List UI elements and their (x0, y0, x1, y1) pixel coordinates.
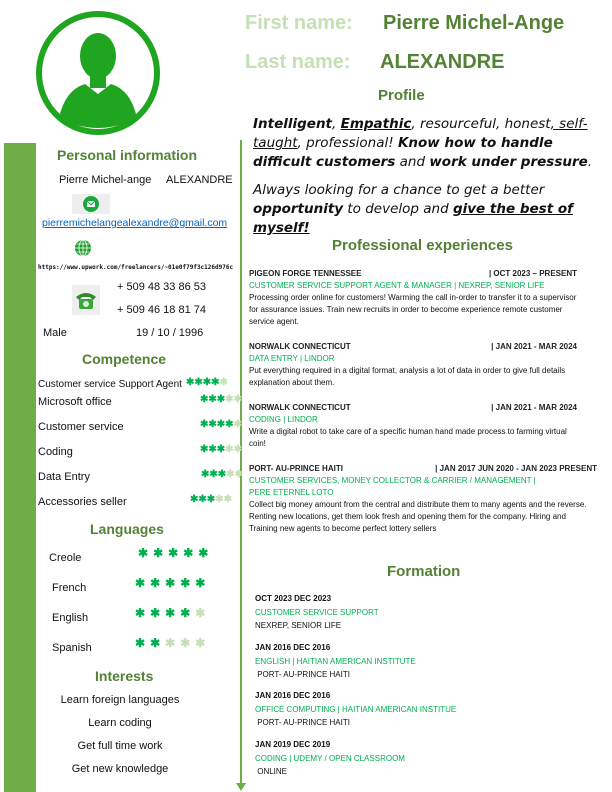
email-icon (72, 194, 110, 214)
star-empty-icon: ✱ (219, 377, 228, 388)
experience-description: Processing order online for customers! Warming the call in-order to transfer it to a supervisor for assurance issues. Train new recruits in order to become experience remote customer service agent. (249, 293, 577, 326)
profile-title: Profile (378, 87, 425, 104)
star-filled-icon: ✱ (180, 606, 196, 620)
experience-date: | JAN 2021 - MAR 2024 (491, 342, 577, 351)
formation-entry (255, 738, 405, 779)
website-link[interactable]: https://www.upwork.com/freelancers/~01e0f79f3c126d976c (38, 264, 234, 271)
profile-text-segment: give the best of myself! (253, 201, 573, 236)
star-empty-icon: ✱ (233, 419, 242, 430)
competence-label: Customer service (38, 421, 124, 433)
divider-arrow-icon (236, 783, 246, 791)
star-empty-icon: ✱ (215, 494, 224, 505)
experience-description: Write a digital robot to take care of a specific human hand made process to farming virtual coin! (249, 427, 567, 448)
experience-role: CODING | LINDOR (249, 415, 318, 424)
experience-location (249, 268, 589, 280)
profile-text-segment: and (395, 154, 430, 170)
star-filled-icon: ✱ (135, 636, 151, 650)
last-name-label: Last name: (245, 51, 351, 73)
phone-2: + 509 46 18 81 74 (117, 304, 206, 316)
experience-location (249, 341, 589, 353)
star-empty-icon: ✱ (225, 444, 234, 455)
interest-item: Get full time work (77, 740, 163, 752)
experience-location (249, 463, 597, 475)
star-filled-icon: ✱ (165, 606, 181, 620)
formation-course: ENGLISH | HAITIAN AMERICAN INSTITUTE (255, 656, 416, 666)
star-empty-icon: ✱ (180, 636, 196, 650)
star-filled-icon: ✱ (216, 444, 226, 455)
star-empty-icon: ✱ (223, 494, 232, 505)
star-filled-icon: ✱ (168, 546, 184, 560)
star-filled-icon: ✱ (180, 576, 196, 590)
experience-date: | JAN 2021 - MAR 2024 (491, 403, 577, 412)
interests-title: Interests (95, 668, 154, 684)
experience-entry (249, 268, 589, 328)
formation-place: PORT- AU-PRINCE HAITI (255, 718, 350, 727)
star-filled-icon: ✱ (208, 394, 217, 405)
star-filled-icon: ✱ (150, 636, 166, 650)
profile-text-segment: to develop and (343, 201, 453, 217)
column-divider (240, 140, 242, 786)
experience-location (249, 402, 589, 414)
formation-course: OFFICE COMPUTING | HAITIAN AMERICAN INSTITUE (255, 704, 457, 714)
competence-label: Accessories seller (38, 496, 127, 508)
language-label: Creole (49, 552, 82, 564)
profile-paragraph-2 (253, 181, 603, 238)
personal-info-title: Personal information (57, 147, 198, 163)
star-empty-icon: ✱ (233, 394, 242, 405)
star-filled-icon: ✱ (217, 469, 227, 480)
formation-date: JAN 2019 DEC 2019 (255, 740, 331, 749)
star-filled-icon: ✱ (208, 444, 217, 455)
profile-text-segment: Always looking for a chance to get a better (253, 182, 545, 198)
globe-icon (74, 239, 92, 262)
experience-location-text: PIGEON FORGE TENNESSEE (249, 269, 362, 278)
user-silhouette-icon (35, 10, 161, 136)
language-label: Spanish (52, 642, 92, 654)
formation-place: NEXREP, SENIOR LIFE (255, 621, 342, 630)
experience-title: Professional experiences (332, 237, 513, 254)
star-filled-icon: ✱ (135, 576, 151, 590)
experience-location-text: NORWALK CONNECTICUT (249, 342, 351, 351)
star-filled-icon: ✱ (200, 394, 209, 405)
profile-text-segment: Empathic (340, 116, 412, 132)
experience-role: DATA ENTRY | LINDOR (249, 354, 335, 363)
email-link[interactable]: pierremichelangealexandre@gmail.com (42, 217, 228, 229)
personal-last-name: ALEXANDRE (166, 174, 233, 186)
formation-entry (255, 689, 456, 730)
formation-entry (255, 641, 416, 682)
star-empty-icon: ✱ (226, 469, 235, 480)
star-filled-icon: ✱ (209, 469, 218, 480)
star-filled-icon: ✱ (190, 494, 199, 505)
star-empty-icon: ✱ (165, 636, 181, 650)
experience-description: Collect big money amount from the central and distribute them to many agents and the reverse. Renting new locations, get them look fresh and opening them for the company. Hiring and Training new agents to become perfect lottery sellers (249, 500, 587, 533)
language-rating-stars (135, 576, 210, 590)
phone-icon (72, 285, 100, 315)
star-filled-icon: ✱ (150, 606, 166, 620)
competence-rating-stars (200, 444, 242, 455)
language-label: English (52, 612, 89, 624)
competence-rating-stars (201, 469, 243, 480)
star-filled-icon: ✱ (211, 377, 220, 388)
profile-text-segment: , (332, 116, 341, 132)
competence-rating-stars (186, 377, 228, 388)
star-filled-icon: ✱ (200, 444, 209, 455)
competence-label: Microsoft office (38, 396, 112, 408)
star-filled-icon: ✱ (165, 576, 181, 590)
language-rating-stars (135, 606, 210, 620)
experience-entry (249, 463, 597, 535)
star-filled-icon: ✱ (198, 546, 214, 560)
competence-rating-stars (200, 419, 242, 430)
first-name-label: First name: (245, 12, 353, 34)
formation-entry (255, 592, 379, 633)
star-filled-icon: ✱ (216, 394, 226, 405)
personal-first-name: Pierre Michel-ange (59, 174, 152, 186)
star-filled-icon: ✱ (153, 546, 169, 560)
star-empty-icon: ✱ (225, 394, 234, 405)
competence-title: Competence (82, 351, 167, 367)
experience-date: | OCT 2023 – PRESENT (488, 269, 577, 278)
first-name: Pierre Michel-Ange (383, 12, 565, 34)
phone-1: + 509 48 33 86 53 (117, 281, 206, 293)
avatar (35, 10, 161, 136)
star-filled-icon: ✱ (183, 546, 199, 560)
star-filled-icon: ✱ (208, 419, 217, 430)
star-filled-icon: ✱ (186, 377, 195, 388)
competence-rating-stars (190, 494, 232, 505)
formation-place: PORT- AU-PRINCE HAITI (255, 670, 350, 679)
profile-text-segment: opportunity (253, 201, 344, 217)
birthdate: 19 / 10 / 1996 (136, 327, 204, 339)
star-filled-icon: ✱ (194, 377, 203, 388)
interest-item: Learn foreign languages (60, 694, 180, 706)
experience-entry (249, 341, 589, 389)
experience-date: | JAN 2017 JUN 2020 - JAN 2023 PRESENT (435, 464, 597, 473)
interest-item: Learn coding (88, 717, 152, 729)
experience-role: CUSTOMER SERVICE SUPPORT AGENT & MANAGER | NEXREP, SENIOR LIFE (249, 281, 545, 290)
experience-description: Put everything required in a digital format, analysis a lot of data in order to give full details explanation about them. (249, 366, 566, 387)
profile-text-segment: work under pressure (429, 154, 588, 170)
formation-date: JAN 2016 DEC 2016 (255, 643, 331, 652)
formation-place: ONLINE (255, 767, 288, 776)
interest-item: Get new knowledge (71, 763, 169, 775)
experience-location-text: NORWALK CONNECTICUT (249, 403, 351, 412)
profile-text-segment: , self-taught (253, 116, 588, 151)
competence-rating-stars (200, 394, 242, 405)
star-filled-icon: ✱ (195, 576, 211, 590)
star-empty-icon: ✱ (195, 636, 211, 650)
star-filled-icon: ✱ (198, 494, 207, 505)
competence-label: Coding (38, 446, 73, 458)
star-empty-icon: ✱ (195, 606, 211, 620)
language-label: French (52, 582, 87, 594)
star-filled-icon: ✱ (150, 576, 166, 590)
profile-paragraph-1 (253, 115, 603, 172)
star-filled-icon: ✱ (138, 546, 154, 560)
profile-text-segment: , resourceful, honest (411, 116, 551, 132)
formation-course: CODING | UDEMY / OPEN CLASSROOM (255, 753, 405, 763)
profile-text-segment: . (587, 154, 593, 170)
profile-text-segment: Know how to handle difficult customers (253, 135, 553, 170)
formation-date: OCT 2023 DEC 2023 (255, 594, 332, 603)
star-filled-icon: ✱ (225, 419, 234, 430)
experience-role: CUSTOMER SERVICES, MONEY COLLECTOR & CARRIER / MANAGEMENT | PERE ETERNEL LOTO (249, 476, 536, 497)
competence-label: Data Entry (38, 471, 90, 483)
star-filled-icon: ✱ (206, 494, 216, 505)
experience-entry (249, 402, 589, 450)
star-filled-icon: ✱ (200, 419, 209, 430)
last-name: ALEXANDRE (380, 51, 505, 73)
languages-title: Languages (90, 521, 164, 537)
star-filled-icon: ✱ (202, 377, 212, 388)
language-rating-stars (135, 636, 210, 650)
language-rating-stars (138, 546, 213, 560)
star-filled-icon: ✱ (135, 606, 151, 620)
gender: Male (43, 327, 67, 339)
formation-course: CUSTOMER SERVICE SUPPORT (255, 607, 379, 617)
star-empty-icon: ✱ (233, 444, 242, 455)
profile-text-segment: Intelligent (253, 116, 333, 132)
formation-date: JAN 2016 DEC 2016 (255, 691, 331, 700)
formation-title: Formation (387, 563, 461, 580)
competence-label: Customer service Support Agent (38, 379, 182, 390)
star-filled-icon: ✱ (201, 469, 210, 480)
star-empty-icon: ✱ (234, 469, 243, 480)
experience-location-text: PORT- AU-PRINCE HAITI (249, 464, 343, 473)
star-filled-icon: ✱ (216, 419, 226, 430)
profile-text-segment: , professional! (297, 135, 398, 151)
